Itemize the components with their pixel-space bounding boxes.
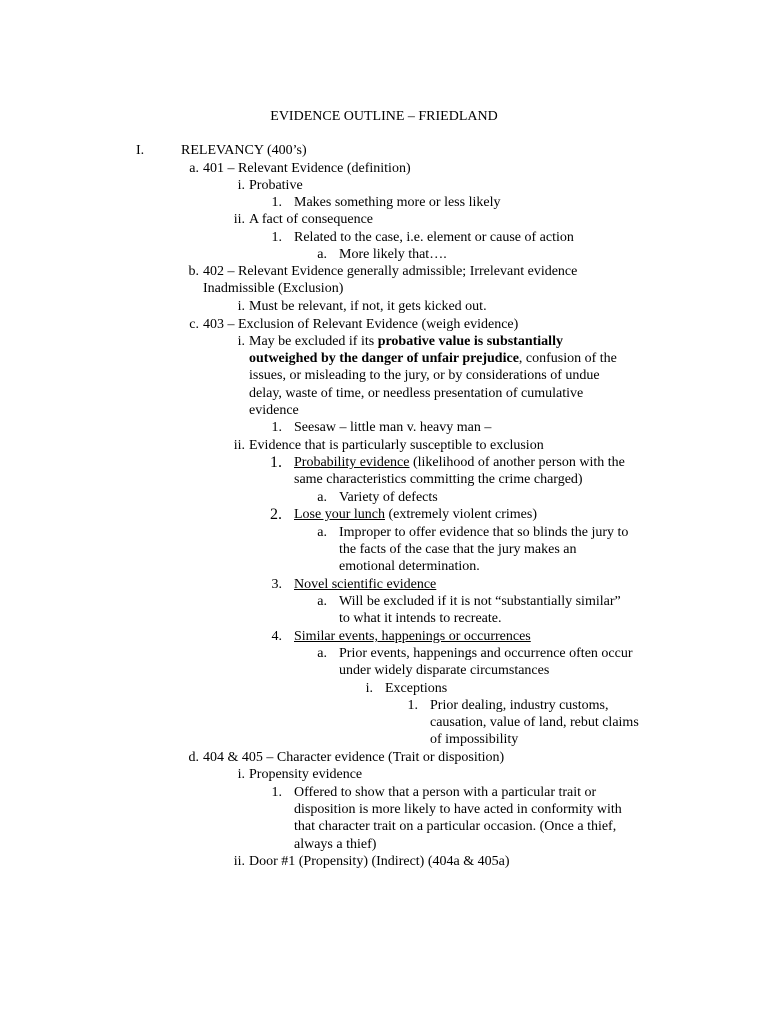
outline-text: Must be relevant, if not, it gets kicked out. (249, 299, 487, 314)
outline-text: to what it intends to recreate. (339, 611, 502, 627)
outline-text: (likelihood of another person with the (409, 455, 625, 470)
outline-text: Propensity evidence (249, 767, 363, 782)
outline-text: issues, or misleading to the jury, or by considerations of undue (249, 368, 600, 384)
outline-item (271, 419, 492, 436)
outline-text: Offered to show that a person with a particular trait or (294, 785, 597, 800)
outline-item (271, 784, 622, 853)
outline-item (189, 160, 411, 177)
outline-text (249, 350, 617, 367)
outline-text: , confusion of the (518, 351, 617, 367)
outline-text: Door #1 (Propensity) (Indirect) (404a & 405a) (249, 854, 510, 869)
underlined-heading: Novel scientific evidence (294, 577, 437, 592)
outline-text: the facts of the case that the jury makes an (339, 542, 577, 558)
outline-text: under widely disparate circumstances (339, 663, 550, 679)
outline-marker: c. (189, 317, 199, 332)
outline-text: always a thief) (294, 836, 377, 852)
outline-text: delay, waste of time, or needless presentation of cumulative (249, 385, 584, 401)
outline-item (181, 142, 307, 159)
underlined-heading: Similar events, happenings or occurrences (294, 629, 531, 644)
outline-marker: ii. (233, 212, 245, 227)
outline-text: Will be excluded if it is not “substantially similar” (339, 594, 621, 609)
emphasis-text: probative value is substantially (377, 334, 563, 349)
outline-text: Exceptions (385, 681, 448, 696)
outline-text (294, 506, 537, 523)
outline-text: (extremely violent crimes) (384, 507, 537, 522)
outline-marker: 1. (271, 195, 282, 210)
outline-text (294, 576, 436, 593)
outline-item (237, 333, 617, 419)
outline-item (237, 177, 303, 194)
outline-text: Seesaw – little man v. heavy man – (294, 420, 492, 435)
outline-text: Prior events, happenings and occurrence often occur (339, 646, 633, 661)
outline-text: A fact of consequence (249, 212, 373, 227)
outline-item (270, 506, 537, 523)
outline-item (136, 142, 144, 159)
outline-item (270, 454, 625, 488)
outline-item (271, 229, 574, 246)
outline-item (317, 489, 438, 506)
outline-marker: a. (317, 490, 327, 505)
outline-text: Variety of defects (339, 490, 438, 505)
outline-marker: a. (189, 161, 199, 176)
outline-item (407, 697, 639, 749)
outline-marker: 1. (271, 230, 282, 245)
outline-marker: 1. (407, 698, 418, 713)
outline-text: May be excluded if its (249, 334, 378, 349)
outline-text: Related to the case, i.e. element or cause of action (294, 230, 574, 245)
outline-text (249, 333, 617, 350)
outline-item (271, 628, 531, 645)
outline-text (294, 628, 531, 645)
outline-text: emotional determination. (339, 559, 480, 575)
outline-marker: i. (237, 767, 245, 782)
outline-text: same characteristics committing the crime charged) (294, 472, 583, 488)
outline-marker: 2. (270, 506, 282, 523)
outline-text: causation, value of land, rebut claims (430, 715, 639, 731)
outline-text: 401 – Relevant Evidence (definition) (203, 161, 411, 176)
outline-text: Evidence that is particularly susceptible to exclusion (249, 438, 544, 453)
outline-text: of impossibility (430, 732, 519, 748)
outline-item (317, 593, 621, 627)
outline-text: Probative (249, 178, 303, 193)
outline-item (233, 853, 510, 870)
outline-marker: I. (136, 143, 145, 158)
outline-marker: d. (188, 750, 199, 765)
outline-marker: i. (237, 299, 245, 314)
outline-marker: a. (317, 594, 327, 609)
outline-item (271, 194, 501, 211)
outline-marker: 1. (270, 454, 282, 471)
outline-marker: 1. (271, 785, 282, 800)
document-title: EVIDENCE OUTLINE – FRIEDLAND (270, 109, 498, 124)
outline-item (188, 263, 578, 297)
outline-item (317, 645, 633, 679)
outline-marker: a. (317, 525, 327, 540)
outline-item (237, 298, 487, 315)
emphasis-text: outweighed by the danger of unfair prejudice (249, 351, 519, 367)
outline-text: evidence (249, 402, 299, 418)
outline-item (233, 211, 373, 228)
outline-text: disposition is more likely to have acted in conformity with (294, 802, 622, 818)
outline-text: Improper to offer evidence that so blinds the jury to (339, 525, 629, 540)
underlined-heading: Probability evidence (294, 455, 410, 470)
outline-item (188, 749, 505, 766)
outline-marker: ii. (233, 438, 245, 453)
outline-text: 403 – Exclusion of Relevant Evidence (weigh evidence) (203, 317, 519, 332)
outline-item (317, 246, 447, 263)
outline-marker: a. (317, 247, 327, 262)
outline-text: Makes something more or less likely (294, 195, 501, 210)
outline-marker: 3. (271, 577, 282, 592)
outline-item (237, 766, 363, 783)
outline-text: Inadmissible (Exclusion) (203, 281, 344, 297)
outline-text: that character trait on a particular occasion. (Once a thief, (294, 819, 617, 835)
outline-text: 404 & 405 – Character evidence (Trait or disposition) (203, 750, 505, 765)
outline-text: Prior dealing, industry customs, (430, 698, 609, 713)
outline-text: RELEVANCY (400’s) (181, 143, 307, 158)
outline-marker: a. (317, 646, 327, 661)
outline-marker: ii. (233, 854, 245, 869)
outline-marker: i. (237, 334, 245, 349)
outline-item (317, 524, 629, 576)
outline-marker: i. (365, 681, 373, 696)
outline-marker: 4. (271, 629, 282, 644)
outline-text (294, 454, 625, 471)
underlined-heading: Lose your lunch (294, 507, 385, 522)
outline-item (189, 316, 519, 333)
outline-item (271, 576, 437, 593)
outline-item (365, 680, 448, 697)
outline-text: 402 – Relevant Evidence generally admissible; Irrelevant evidence (203, 264, 578, 279)
outline-marker: 1. (271, 420, 282, 435)
outline-marker: i. (237, 178, 245, 193)
outline-marker: b. (188, 264, 199, 279)
outline-text: More likely that…. (339, 247, 447, 262)
outline-item (233, 437, 544, 454)
